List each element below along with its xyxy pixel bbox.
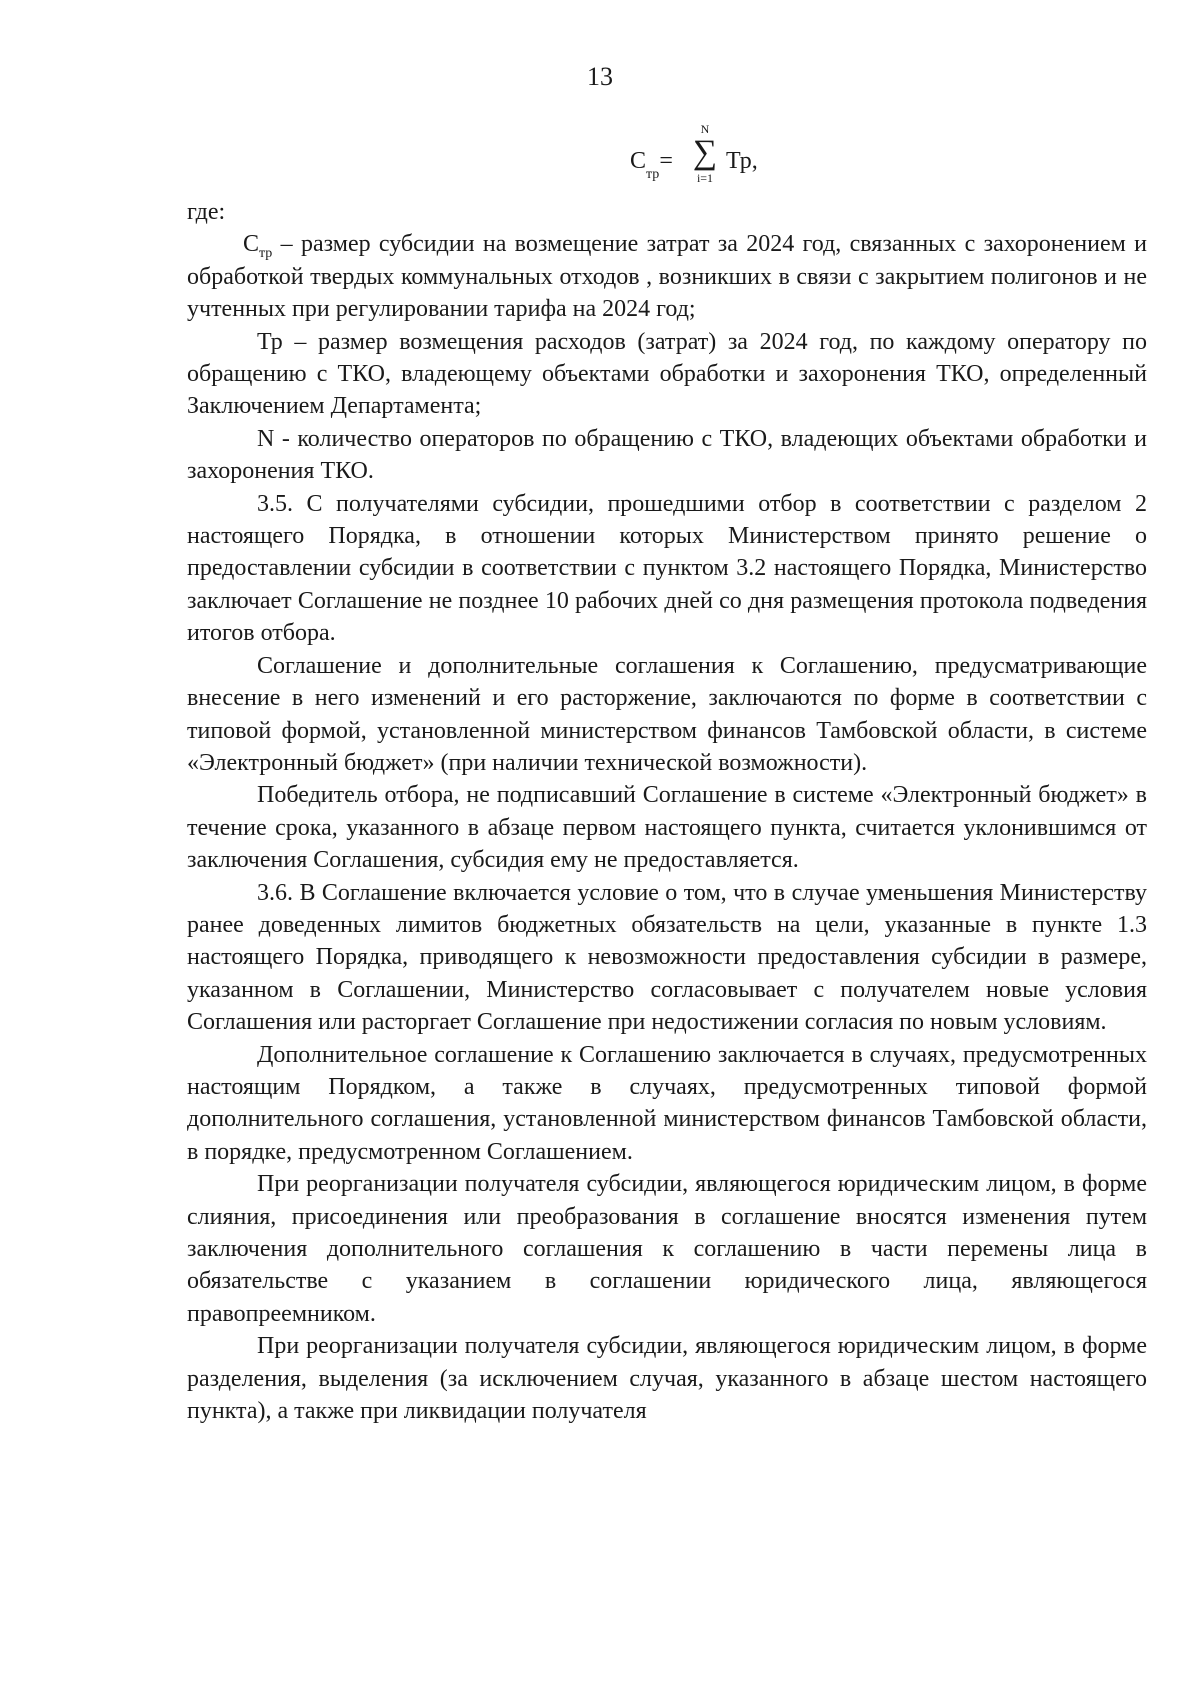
paragraph-reorganization-split: При реорганизации получателя субсидии, являющегося юридическим лицом, в форме разделения, выделения (за исключением случая, указанного в абзаце шестом настоящего пункта), а также при ликвидации получателя [187,1333,1147,1425]
ctr-subscript: тр [259,246,273,262]
document-body [187,196,1147,1427]
sum-symbol: ∑ [692,134,718,171]
formula-lhs-base: С [630,148,647,174]
formula-rhs: Тр, [726,148,758,174]
formula-equals: = [659,148,673,174]
paragraph-3-6: 3.6. В Соглашение включается условие о том, что в случае уменьшения Министерству ранее доведенных лимитов бюджетных обязательств на цели, указанные в пункте 1.3 настоящего Порядка, приводящего к невозможности предоставления субсидии в размере, указанном в Соглашении, Министерство согласовывает с получателем новые условия Соглашения или расторгает Соглашение при недостижении согласия по новым условиям. [187,879,1147,1036]
paragraph-tr-definition: Тр – размер возмещения расходов (затрат) за 2024 год, по каждому оператору по обращению с ТКО, владеющему объектами обработки и захоронения ТКО, определенный Заключением Департамента; [187,328,1147,420]
paragraph-where: где: [187,199,226,225]
paragraph-winner-evasion: Победитель отбора, не подписавший Соглашение в системе «Электронный бюджет» в течение срока, указанного в абзаце первом настоящего пункта, считается уклонившимся от заключения Соглашения, субсидия ему не предоставляется. [187,782,1147,874]
paragraph-agreement-form: Соглашение и дополнительные соглашения к Соглашению, предусматривающие внесение в него изменений и его расторжение, заключаются по форме в соответствии с типовой формой, установленной министерством финансов Тамбовской области, в системе «Электронный бюджет» (при наличии технической возможности). [187,652,1147,776]
formula-sum [690,122,720,186]
formula-lhs [630,148,673,182]
paragraph-ctr-definition [187,228,1147,325]
ctr-symbol: С [243,231,260,258]
ctr-definition-text: – размер субсидии на возмещение затрат за 2024 год, связанных с захоронением и обработкой твердых коммунальных отходов , возникших в связи с закрытием полигонов и не учтенных при регулировании тарифа на 2024 год; [187,231,1147,323]
paragraph-additional-agreement: Дополнительное соглашение к Соглашению заключается в случаях, предусмотренных настоящим Порядком, а также в случаях, предусмотренных типовой формой дополнительного соглашения, установленной министерством финансов Тамбовской области, в порядке, предусмотренном Соглашением. [187,1041,1147,1165]
formula-lhs-sub: тр [646,166,660,182]
sum-lower-limit: i=1 [696,171,714,185]
sum-upper-limit: N [700,122,710,136]
paragraph-reorganization-merge: При реорганизации получателя субсидии, являющегося юридическим лицом, в форме слияния, присоединения или преобразования в соглашение вносятся изменения путем заключения дополнительного соглашения к соглашению в части перемены лица в обязательстве с указанием в соглашении юридического лица, являющегося правопреемником. [187,1171,1147,1327]
paragraph-n-definition: N - количество операторов по обращению с ТКО, владеющих объектами обработки и захоронения ТКО. [187,425,1147,485]
page-number: 13 [587,62,613,91]
paragraph-3-5: 3.5. С получателями субсидии, прошедшими отбор в соответствии с разделом 2 настоящего Порядка, в отношении которых Министерством принято решение о предоставлении субсидии в соответствии с пунктом 3.2 настоящего Порядка, Министерство заключает Соглашение не позднее 10 рабочих дней со дня размещения протокола подведения итогов отбора. [187,490,1147,647]
